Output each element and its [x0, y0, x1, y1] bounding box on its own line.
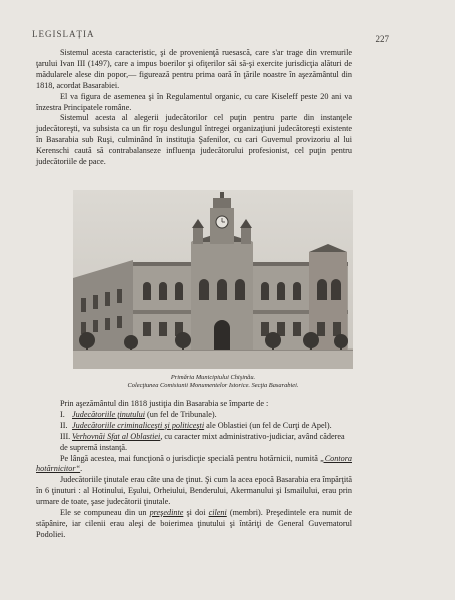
- city-hall-photo: [73, 190, 353, 369]
- paragraph: Sistemul acesta al alegerii judecătorilor cel puţin pentru parte din instanţele judecătoreşti, va subsista ca un fir roşu deslungul întregei organizaţiuni judecătoreşti existente în Basarabia sub Ruşi, culminând în instituţia Şafenilor, cu cari Guvernul provizoriu al lui Kerenschi caută să contrabalanseze influenţa judecătorului profesionist, cel puţin pentru judecătoriile de pace.: [36, 113, 352, 167]
- text-span: şi doi: [183, 508, 209, 518]
- item-number: III.: [60, 431, 71, 441]
- text-span: .: [80, 464, 83, 474]
- figure-caption-title: Primăria Municipiului Chişinău.: [170, 374, 256, 381]
- text-span: (membri). Preşedintele era numit de stăpânire, iar cilenii erau aleşi de boierimea ţinutului şi întăriţi de General Guvernatorul Podoliei.: [36, 508, 352, 539]
- item-term: Judecătoriile criminaliceşti şi politiceşti: [72, 420, 205, 430]
- text-span: Pe lângă acestea, mai funcţionă o jurisdicţie specială pentru hotărnicii, numită: [60, 453, 321, 463]
- item-text: , cu caracter mixt administrativo-judiciar, având căderea de supremă instanţă.: [60, 431, 345, 452]
- figure-caption-source: Colecţiunea Comisiunii Monumentelor Istorice. Secţia Basarabiei.: [127, 382, 299, 389]
- term-contora: „Contora hotărnicitor“: [36, 453, 352, 474]
- item-number: I.: [60, 409, 65, 419]
- item-term: Judecătoriile ţinutului: [72, 409, 145, 419]
- item-term: Verhovnăi Sfat al Oblastiei: [72, 431, 161, 441]
- item-text: (un fel de Tribunale).: [145, 409, 217, 419]
- paragraph: El va figura de asemenea şi în Regulamentul organic, cu care Kiseleff peste 20 ani va înzestra Principatele române.: [36, 91, 352, 112]
- running-head: LEGISLAȚIA: [32, 29, 95, 39]
- paragraph: Sistemul acesta caracteristic, şi de provenienţă ruesască, care s'ar trage din vremurile ţarului Ivan III (1497), care a impus boerilor şi ofiţerilor săi să-şi exercite jurisdicţia alături de mădularele alese din popor,— figurează pentru prima oară în ţările noastre în aşezământul din 1818, acordat Basarabiei.: [36, 48, 352, 90]
- top-text-block: [36, 48, 352, 168]
- term-cileni: cileni: [208, 508, 227, 518]
- item-number: II.: [60, 420, 68, 430]
- list-item: [36, 432, 352, 454]
- list-item: [36, 421, 352, 432]
- page-number: 227: [375, 34, 389, 44]
- paragraph: [36, 508, 352, 541]
- list-intro: Prin aşezământul din 1818 justiţia din Basarabia se împarte de :: [60, 399, 269, 408]
- paragraph: [36, 454, 352, 476]
- paragraph: Judecătoriile ţinutale erau câte una de ţinut. Şi cum la acea epocă Basarabia era împărţită în 6 ţinuturi : al Hotinului, Eşului, Orheiului, Benderului, Akermanului şi Ismailului, erau prin urmare de toate, şase judecătorii ţinutale.: [36, 475, 352, 507]
- text-span: Ele se compuneau din un: [60, 508, 150, 518]
- list-item: [36, 410, 352, 421]
- bottom-text-block: [36, 399, 352, 541]
- term-presedinte: preşedinte: [149, 508, 184, 518]
- item-text: ale Oblastiei (un fel de Curţi de Apel).: [204, 420, 332, 430]
